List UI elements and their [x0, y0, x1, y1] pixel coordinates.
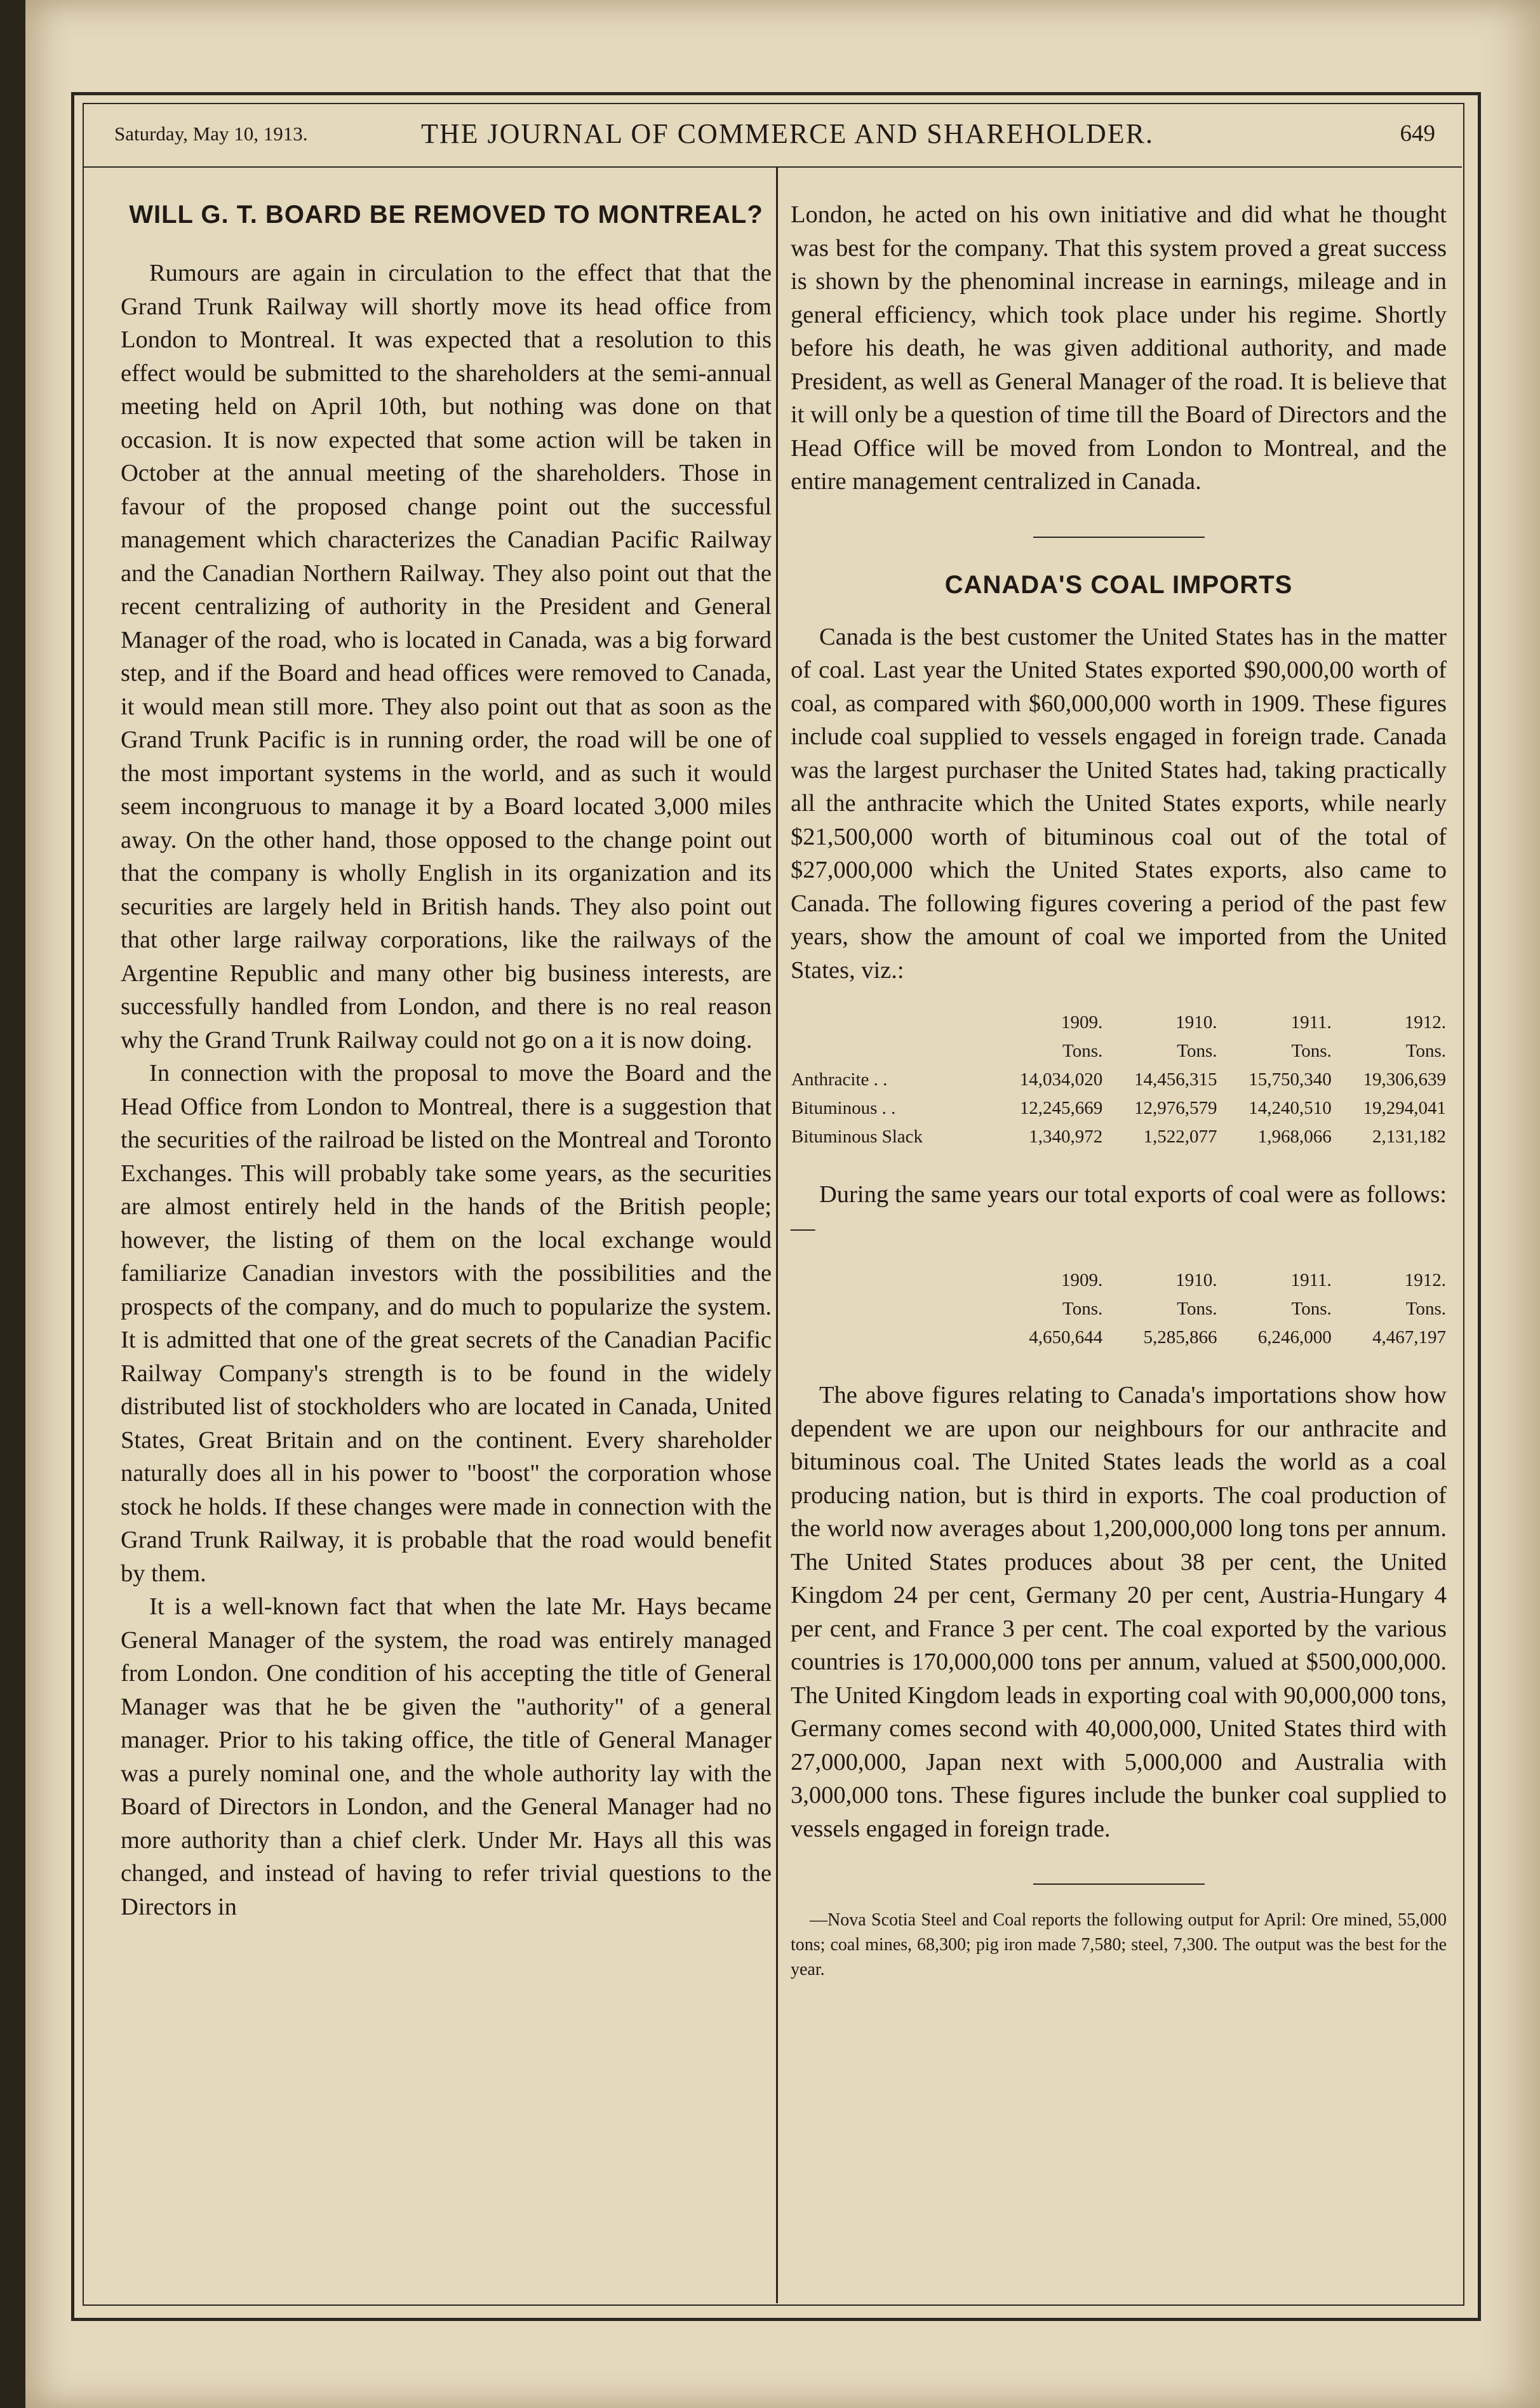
table-unit-cell: Tons. — [1062, 1041, 1103, 1061]
table-cell: 14,456,315 — [1134, 1069, 1217, 1090]
column-divider — [776, 166, 778, 2303]
journal-title: THE JOURNAL OF COMMERCE AND SHAREHOLDER. — [421, 118, 1154, 149]
table-units-row — [791, 1037, 1447, 1066]
table-row — [791, 1123, 1447, 1151]
table-header-row — [791, 1266, 1447, 1295]
page-number: 649 — [1400, 121, 1435, 147]
section-separator — [1033, 537, 1205, 538]
table-cell: 15,750,340 — [1249, 1069, 1332, 1090]
article-paragraph: Canada is the best customer the United States has in the matter of coal. Last year the United States exported $90,000,00 worth of coal, as compared with $60,000,000 worth in 1909. These figures include coal supplied to vessels engaged in foreign trade. Canada was the largest purchaser the United States had, taking practically all the anthracite which the United States exports, while nearly $21,500,000 worth of bituminous coal out of the total of $27,000,000 which the United States exports, also came to Canada. The following figures covering a period of the past few years, show the amount of coal we imported from the United States, viz.: — [791, 623, 1447, 984]
page-header — [114, 117, 1435, 162]
table-cell: 14,034,020 — [1019, 1069, 1103, 1090]
article-headline: CANADA'S COAL IMPORTS — [944, 570, 1293, 599]
table-header-cell: 1911. — [1290, 1270, 1332, 1290]
table-cell: 1,340,972 — [1029, 1127, 1103, 1147]
table-unit-cell: Tons. — [1291, 1041, 1332, 1061]
article-paragraph: Rumours are again in circulation to the effect that that the Grand Trunk Railway will shortly move its head office from London to Montreal. It was expected that a resolution to this effect would be submitted to the shareholders at the semi-annual meeting held on April 10th, but nothing was done on that occasion. It is now expected that some action will be taken in October at the annual meeting of the shareholders. Those in favour of the proposed change point out the successful management which characterizes the Canadian Pacific Railway and the Canadian Northern Railway. They also point out that the recent centralizing of authority in the President and General Manager of the road, who is located in Canada, was a big forward step, and if the Board and head offices were removed to Canada, it would mean still more. They also point out that as soon as the Grand Trunk Pacific is in running order, the road will be one of the most important systems in the world, and as such it would seem incongruous to manage it by a Board located 3,000 miles away. On the other hand, those opposed to the change point out that the company is wholly English in its organization and its securities are largely held in British hands. They also point out that other large railway corporations, like the railways of the Argentine Republic and many other big business interests, are successfully handled from London, and there is no real reason why the Grand Trunk Railway could not go on a it is now doing. — [121, 260, 772, 1054]
row-label: Bituminous . . — [791, 1098, 896, 1118]
right-column — [791, 198, 1447, 1982]
article-paragraph: The above figures relating to Canada's importations show how dependent we are upon our neighbours for our anthracite and bituminous coal. The United States leads the world as a coal producing nation, but is third in exports. The coal production of the world now averages about 1,200,000,000 long tons per annum. The United States produces about 38 per cent, the United Kingdom 24 per cent, Germany 20 per cent, Austria-Hungary 4 per cent, and France 3 per cent. The coal exported by the various countries is 170,000,000 tons per annum, valued at $500,000,000. The United Kingdom leads in exporting coal with 90,000,000 tons, Germany comes second with 40,000,000, United States third with 27,000,000, Japan next with 5,000,000 and Australia with 3,000,000 tons. These figures include the bunker coal supplied to vessels engaged in foreign trade. — [791, 1382, 1447, 1842]
article-continuation: London, he acted on his own initiative and did what he thought was best for the company. That this system proved a great success is shown by the phenominal increase in earnings, mileage and in general efficiency, which took place under his regime. Shortly before his death, he was given additional authority, and made President, as well as General Manager of the road. It is believe that it will only be a question of time till the Board of Directors and the Head Office will be moved from London to Montreal, and the entire management centralized in Canada. — [791, 201, 1447, 495]
table-header-cell: 1910. — [1175, 1012, 1217, 1033]
table-unit-cell: Tons. — [1405, 1299, 1446, 1319]
table-cell: 4,650,644 — [1029, 1327, 1103, 1348]
table-cell: 5,285,866 — [1143, 1327, 1217, 1348]
table-header-row — [791, 1008, 1447, 1037]
table-unit-cell: Tons. — [1062, 1299, 1103, 1319]
table-row — [791, 1323, 1447, 1352]
news-note — [791, 1908, 1447, 1982]
table-cell: 12,245,669 — [1019, 1098, 1103, 1118]
row-label: Anthracite . . — [791, 1069, 888, 1090]
table-header-cell: 1910. — [1175, 1270, 1217, 1290]
table-cell: 4,467,197 — [1372, 1327, 1446, 1348]
note-text: —Nova Scotia Steel and Coal reports the following output for April: Ore mined, 55,000 tons; coal mines, 68,300; pig iron made 7,580; steel, 7,300. The output was the best for the year. — [791, 1910, 1447, 1979]
article-paragraph: It is a well-known fact that when the late Mr. Hays became General Manager of the system, the road was entirely managed from London. One condition of his accepting the title of General Manager was that he be given the "authority" of a general manager. Prior to his taking office, the title of General Manager was a purely nominal one, and the whole authority lay with the Board of Directors in London, and the General Manager had no more authority than a chief clerk. Under Mr. Hays all this was changed, and instead of having to refer trivial questions to the Directors in — [121, 1593, 772, 1920]
table-unit-cell: Tons. — [1177, 1041, 1217, 1061]
table-cell: 1,968,066 — [1257, 1127, 1332, 1147]
table-units-row — [791, 1295, 1447, 1323]
issue-date: Saturday, May 10, 1913. — [114, 123, 308, 145]
left-column — [121, 198, 772, 1923]
table-unit-cell: Tons. — [1405, 1041, 1446, 1061]
table-cell: 19,306,639 — [1363, 1069, 1446, 1090]
imports-table — [791, 1008, 1447, 1151]
table-unit-cell: Tons. — [1291, 1299, 1332, 1319]
table-header-cell: 1909. — [1061, 1270, 1103, 1290]
row-label: Bituminous Slack — [791, 1127, 923, 1147]
table-cell: 6,246,000 — [1257, 1327, 1332, 1348]
table-header-cell: 1912. — [1404, 1270, 1446, 1290]
table-header-cell: 1911. — [1290, 1012, 1332, 1033]
table-cell: 1,522,077 — [1143, 1127, 1217, 1147]
header-rule — [83, 166, 1462, 168]
article-paragraph: In connection with the proposal to move the Board and the Head Office from London to Montreal, there is a suggestion that the securities of the railroad be listed on the Montreal and Toronto Exchanges. This will probably take some years, as the securities are almost entirely held in the hands of the British people; however, the listing of them on the local exchange would familiarize Canadian investors with the possibilities and the prospects of the company, and do much to popularize the system. It is admitted that one of the great secrets of the Canadian Pacific Railway Company's strength is to be found in the widely distributed list of stockholders who are located in Canada, United States, Great Britain and on the continent. Every shareholder naturally does all in his power to "boost" the corporation whose stock he holds. If these changes were made in connection with the Grand Trunk Railway, it is probable that the road would benefit by them. — [121, 1060, 772, 1587]
table-cell: 2,131,182 — [1372, 1127, 1446, 1147]
article-paragraph: During the same years our total exports of coal were as follows:— — [791, 1181, 1447, 1241]
table-unit-cell: Tons. — [1177, 1299, 1217, 1319]
table-row — [791, 1066, 1447, 1094]
table-header-cell: 1912. — [1404, 1012, 1446, 1033]
table-cell: 19,294,041 — [1363, 1098, 1446, 1118]
table-cell: 12,976,579 — [1134, 1098, 1217, 1118]
article-headline: WILL G. T. BOARD BE REMOVED TO MONTREAL? — [129, 201, 763, 229]
section-separator — [1033, 1883, 1205, 1885]
table-header-cell: 1909. — [1061, 1012, 1103, 1033]
table-cell: 14,240,510 — [1249, 1098, 1332, 1118]
exports-table — [791, 1266, 1447, 1352]
table-row — [791, 1094, 1447, 1123]
